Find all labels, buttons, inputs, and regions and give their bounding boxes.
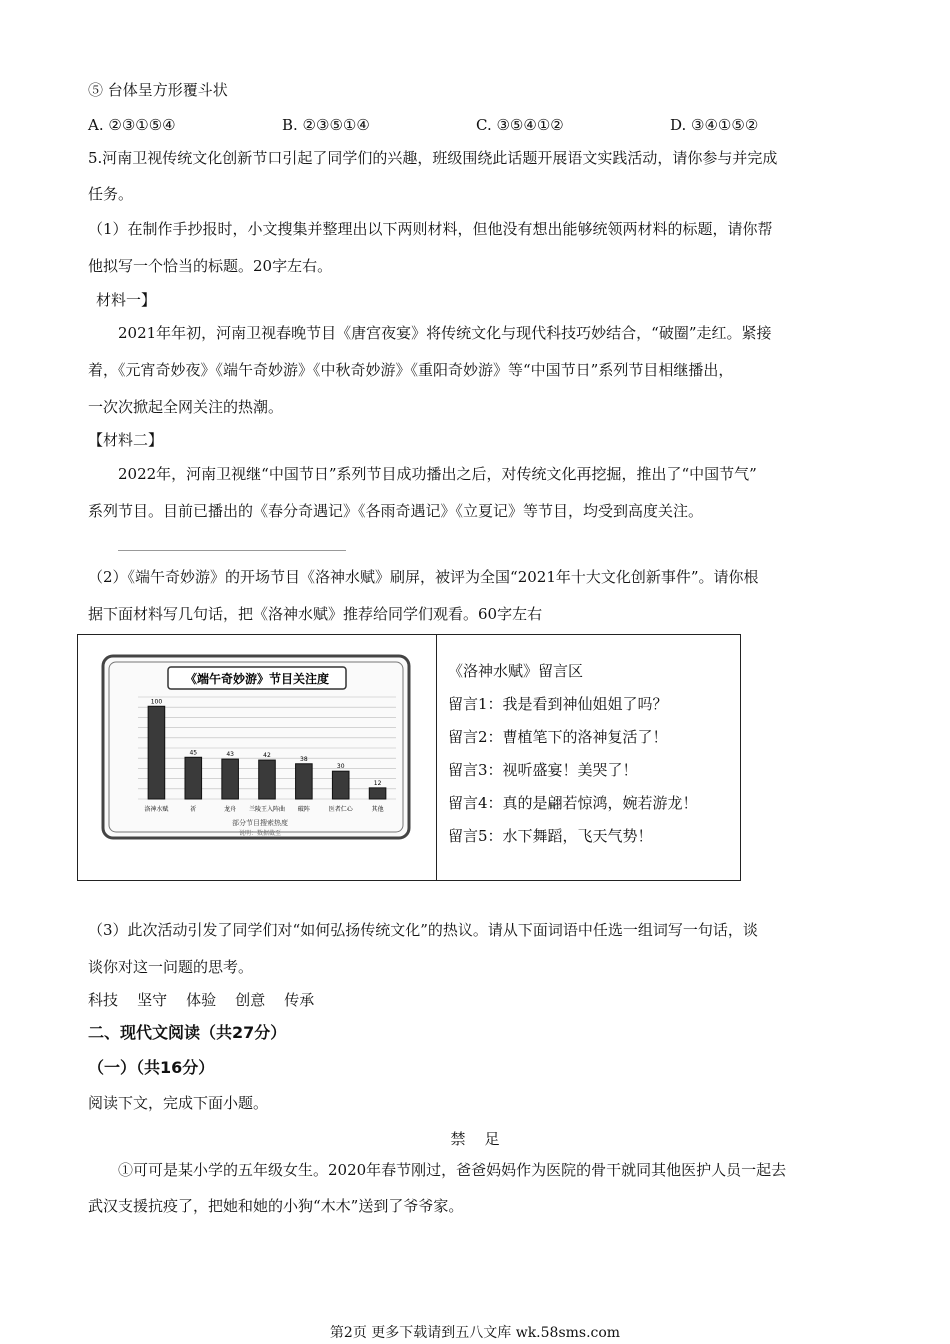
chart-bar <box>296 764 313 799</box>
chart-value-label: 42 <box>263 752 271 760</box>
passage-title: 禁 足 <box>450 1130 500 1148</box>
material2-title: 【材料二】 <box>88 431 164 449</box>
q5-part2-line1: （2）《端午奇妙游》的开场节目《洛神水赋》刷屏，被评为全国“2021年十大文化创新事件”。请你根 <box>88 568 759 586</box>
q4-item5: ⑤ 台体呈方形覆斗状 <box>88 81 228 99</box>
reading-instruction: 阅读下文，完成下面小题。 <box>88 1094 269 1112</box>
answer-blank <box>118 550 346 551</box>
material2-line1: 2022年，河南卫视继“中国节日”系列节目成功播出之后，对传统文化再挖掘，推出了“中国节气” <box>118 465 757 483</box>
passage-line1: ①可可是某小学的五年级女生。2020年春节刚过，爸爸妈妈作为医院的骨干就同其他医护人员一起去 <box>118 1161 787 1179</box>
option-c: C. ③⑤④①② <box>476 116 564 134</box>
chart-value-label: 12 <box>373 779 382 787</box>
chart-image <box>100 653 412 841</box>
comment-item: 留言2：曹植笔下的洛神复活了！ <box>448 728 668 746</box>
q5-part1-line1: （1）在制作手抄报时，小文搜集并整理出以下两则材料，但他没有想出能够统领两材料的标题，请你帮 <box>88 220 773 238</box>
option-b: B. ②③⑤①④ <box>282 116 370 134</box>
material-table <box>77 634 741 881</box>
chart-value-label: 43 <box>226 751 234 759</box>
chart-value-label: 30 <box>336 763 345 771</box>
chart-bar <box>148 706 165 799</box>
subsection-heading: （一）（共16分） <box>88 1058 215 1077</box>
q5-part3-line1: （3）此次活动引发了同学们对“如何弘扬传统文化”的热议。请从下面词语中任选一组词写一句话，谈 <box>88 921 758 939</box>
comment-item: 留言3：视听盛宴！美哭了！ <box>448 761 638 779</box>
page-footer: 第2页 更多下载请到五八文库 wk.58sms.com <box>329 1325 621 1341</box>
chart-category-label: 医者仁心 <box>328 806 353 813</box>
chart-bar <box>259 760 276 799</box>
chart-value-label: 100 <box>150 698 163 706</box>
comment-item: 留言1：我是看到神仙姐姐了吗？ <box>448 695 668 713</box>
passage-line2: 武汉支援抗疫了，把她和她的小狗“木木”送到了爷爷家。 <box>88 1197 464 1215</box>
chart-category-label: 龙舟 <box>224 806 237 813</box>
table-divider <box>436 635 437 880</box>
option-a: A. ②③①⑤④ <box>88 116 176 134</box>
q5-stem-line2: 任务。 <box>88 185 134 203</box>
chart-category-label: 洛神水赋 <box>144 806 169 813</box>
q5-part1-line2: 他拟写一个恰当的标题。20字左右。 <box>88 257 333 275</box>
chart-caption: 部分节目搜索热度 <box>232 819 288 827</box>
chart-bar <box>369 788 386 799</box>
material1-title: 材料一】 <box>96 291 157 309</box>
option-d: D. ③④①⑤② <box>670 116 759 134</box>
q5-part2-line2: 据下面材料写几句话，把《洛神水赋》推荐给同学们观看。60字左右 <box>88 605 543 623</box>
comment-item: 留言5：水下舞蹈，飞天气势！ <box>448 827 653 845</box>
material2-line2: 系列节目。目前已播出的《春分奇遇记》《各雨奇遇记》《立夏记》等节目，均受到高度关注。 <box>88 502 704 520</box>
chart-bar <box>185 757 202 799</box>
chart-bar <box>332 771 349 799</box>
chart-title: 《端午奇妙游》节目关注度 <box>184 672 330 686</box>
chart-category-label: 兰陵王入阵曲 <box>248 806 286 813</box>
chart-category-label: 其他 <box>371 806 384 813</box>
q5-part3-line2: 谈你对这一问题的思考。 <box>88 958 254 976</box>
chart-category-label: 破阵 <box>297 806 310 813</box>
chart-bar <box>222 759 239 799</box>
chart-value-label: 45 <box>189 749 198 757</box>
comment-item: 留言4：真的是翩若惊鸿，婉若游龙！ <box>448 794 698 812</box>
material1-line3: 一次次掀起全网关注的热潮。 <box>88 398 284 416</box>
material1-line1: 2021年年初，河南卫视春晚节目《唐宫夜宴》将传统文化与现代科技巧妙结合，“破圈”走红。紧接 <box>118 324 772 342</box>
chart-category-label: 祈 <box>190 806 197 813</box>
chart-value-label: 38 <box>300 755 308 763</box>
q5-stem-line1: 5.河南卫视传统文化创新节口引起了同学们的兴趣，班级围绕此话题开展语文实践活动，请你参与并完成 <box>88 149 778 167</box>
comment-area <box>448 661 698 859</box>
material1-line2: 着，《元宵奇妙夜》《端午奇妙游》《中秋奇妙游》《重阳奇妙游》等“中国节日”系列节目相继播出， <box>88 361 734 379</box>
section-heading: 二、现代文阅读（共27分） <box>88 1023 287 1042</box>
chart-note: 说明：数据截至 <box>238 830 282 837</box>
bar-chart <box>100 653 412 841</box>
comment-area-title: 《洛神水赋》留言区 <box>448 662 584 680</box>
word-list: 科技 坚守 体验 创意 传承 <box>88 991 315 1009</box>
